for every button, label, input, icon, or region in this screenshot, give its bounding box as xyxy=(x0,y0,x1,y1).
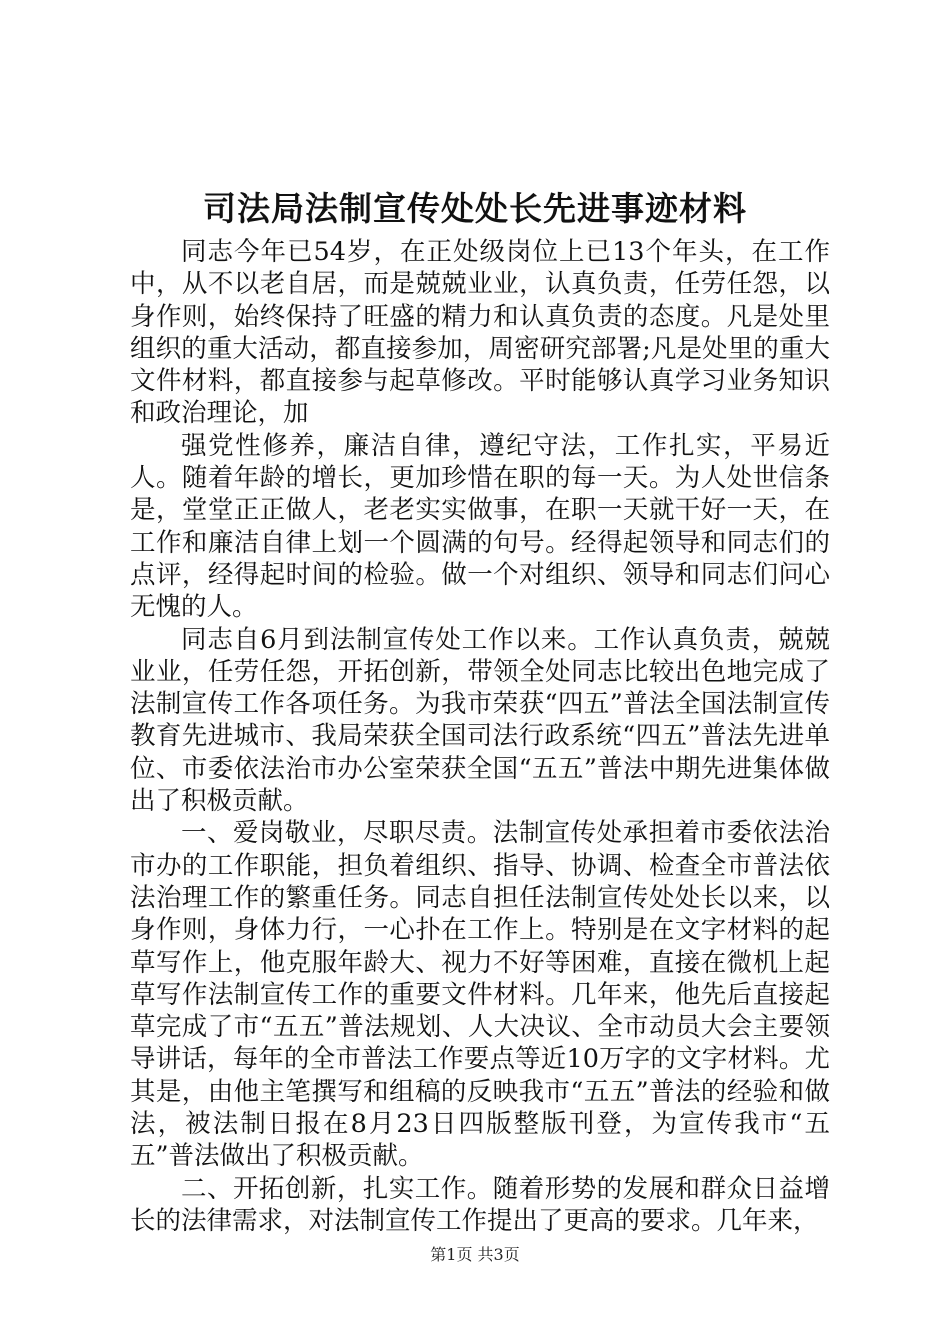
paragraph-4: 一、爱岗敬业，尽职尽责。法制宣传处承担着市委依法治市办的工作职能，担负着组织、指导、协调、检查全市普法依法治理工作的繁重任务。同志自担任法制宣传处处长以来，以身作则，身体力行，一心扑在工作上。特别是在文字材料的起草写作上，他克服年龄大、视力不好等困难，直接在微机上起草写作法制宣传工作的重要文件材料。几年来，他先后直接起草完成了市“五五”普法规划、人大决议、全市动员大会主要领导讲话，每年的全市普法工作要点等近10万字的文字材料。尤其是，由他主笔撰写和组稿的反映我市“五五”普法的经验和做法，被法制日报在8月23日四版整版刊登，为宣传我市“五五”普法做出了积极贡献。 xyxy=(130,818,830,1172)
page-number-footer: 第1页 共3页 xyxy=(430,1245,520,1264)
paragraph-5: 二、开拓创新，扎实工作。随着形势的发展和群众日益增长的法律需求，对法制宣传工作提出了更高的要求。几年来， xyxy=(130,1173,830,1236)
paragraph-1: 同志今年已54岁，在正处级岗位上已13个年头，在工作中，从不以老自居，而是兢兢业业，认真负责，任劳任怨，以身作则，始终保持了旺盛的精力和认真负责的态度。凡是处里组织的重大活动，都直接参加，周密研究部署;凡是处里的重大文件材料，都直接参与起草修改。平时能够认真学习业务知识和政治理论，加 xyxy=(130,237,830,429)
paragraph-2: 强党性修养，廉洁自律，遵纪守法，工作扎实，平易近人。随着年龄的增长，更加珍惜在职的每一天。为人处世信条是，堂堂正正做人，老老实实做事，在职一天就干好一天，在工作和廉洁自律上划一个圆满的句号。经得起领导和同志们的点评，经得起时间的检验。做一个对组织、领导和同志们问心无愧的人。 xyxy=(130,430,830,623)
document-body xyxy=(130,236,830,1237)
paragraph-3: 同志自6月到法制宣传处工作以来。工作认真负责，兢兢业业，任劳任怨，开拓创新，带领全处同志比较出色地完成了法制宣传工作各项任务。为我市荣获“四五”普法全国法制宣传教育先进城市、我局荣获全国司法行政系统“四五”普法先进单位、市委依法治市办公室荣获全国“五五”普法中期先进集体做出了积极贡献。 xyxy=(130,624,830,817)
document-title: 司法局法制宣传处处长先进事迹材料 xyxy=(203,189,747,228)
